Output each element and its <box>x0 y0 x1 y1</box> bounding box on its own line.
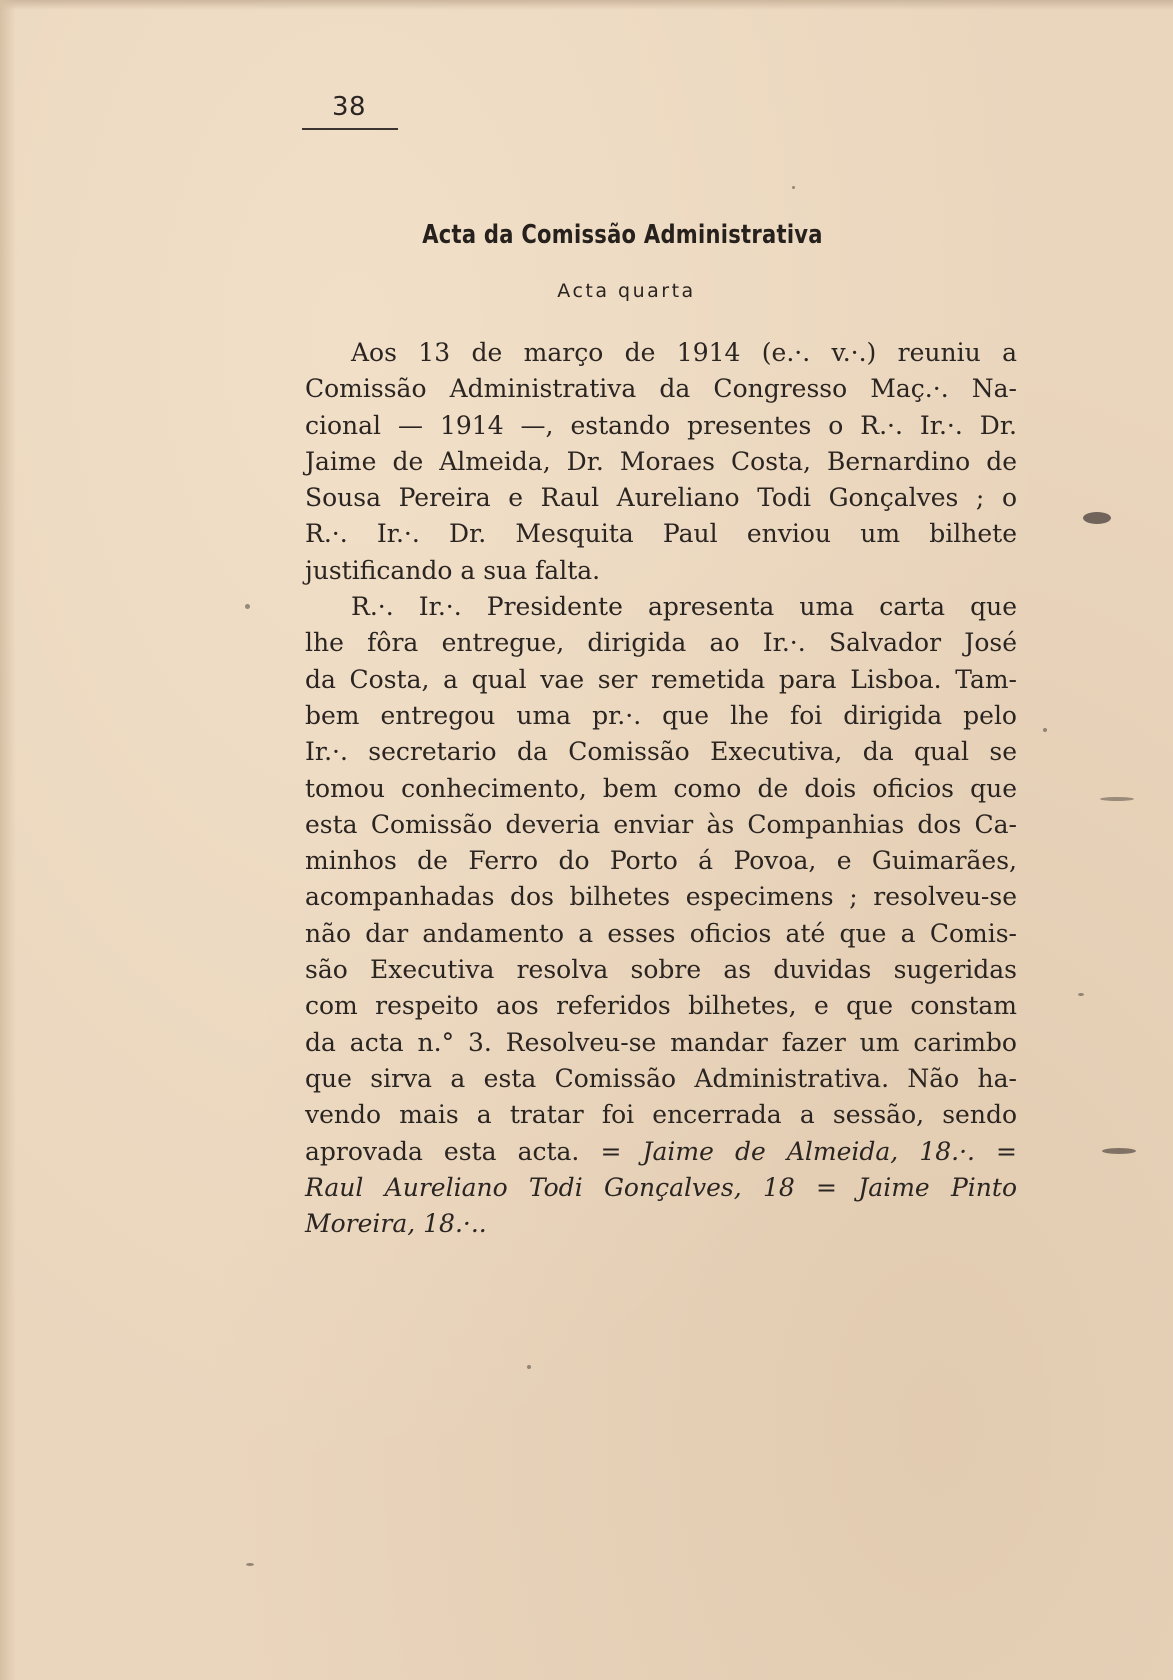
body-line: Aos 13 de março de 1914 (e.·. v.·.) reuniu a <box>351 338 1017 367</box>
body-line: justificando a sua falta. <box>305 555 601 585</box>
body-line: bem entregou uma pr.·. que lhe foi dirigida pelo <box>305 700 1017 730</box>
document-subtitle: Acta quarta <box>557 280 696 302</box>
page-top-edge <box>0 0 1173 10</box>
paper-speck <box>1043 728 1047 732</box>
paper-speck <box>1102 1148 1136 1154</box>
body-line: lhe fôra entregue, dirigida ao Ir.·. Salvador José <box>305 628 1017 658</box>
paper-speck <box>246 1563 254 1566</box>
page-left-edge <box>0 0 16 1680</box>
paper-speck <box>1083 512 1111 524</box>
body-line: não dar andamento a esses oficios até que a Comis- <box>305 918 1017 948</box>
body-line: Ir.·. secretario da Comissão Executiva, da qual se <box>305 737 1017 767</box>
document-title: Acta da Comissão Administrativa <box>422 220 823 250</box>
paper-speck <box>1078 993 1084 996</box>
minutes-body <box>305 335 1017 1242</box>
body-line: vendo mais a tratar foi encerrada a sessão, sendo <box>305 1100 1017 1130</box>
closing-line <box>305 1134 1017 1170</box>
body-line: Comissão Administrativa da Congresso Maç.·. Na- <box>305 374 1017 404</box>
body-line: são Executiva resolva sobre as duvidas sugeridas <box>305 955 1017 985</box>
signature-jaime-de-almeida: Jaime de Almeida, 18.·. = <box>642 1136 1017 1166</box>
signature-line: Raul Aureliano Todi Gonçalves, 18 = Jaime Pinto <box>305 1172 1017 1202</box>
body-line: R.·. Ir.·. Presidente apresenta uma carta que <box>351 592 1017 622</box>
page-number: 38 <box>332 92 367 122</box>
page-number-rule <box>302 128 398 130</box>
paper-speck <box>1100 797 1134 801</box>
paper-speck <box>245 604 250 609</box>
paper-speck <box>527 1365 531 1369</box>
body-line: esta Comissão deveria enviar às Companhias dos Ca- <box>305 809 1017 839</box>
signature-line: Moreira, 18.·.. <box>305 1209 487 1239</box>
body-line: da Costa, a qual vae ser remetida para Lisboa. Tam- <box>305 664 1017 694</box>
body-line: Jaime de Almeida, Dr. Moraes Costa, Bernardino de <box>305 446 1017 476</box>
closing-text: aprovada esta acta. = <box>305 1136 643 1166</box>
body-line: acompanhadas dos bilhetes especimens ; resolveu-se <box>305 882 1017 912</box>
body-line: que sirva a esta Comissão Administrativa. Não ha- <box>305 1063 1017 1093</box>
paper-speck <box>792 186 795 189</box>
body-line: tomou conhecimento, bem como de dois oficios que <box>305 773 1017 803</box>
body-line: cional — 1914 —, estando presentes o R.·. Ir.·. Dr. <box>305 410 1017 440</box>
body-line: Sousa Pereira e Raul Aureliano Todi Gonçalves ; o <box>305 483 1017 513</box>
body-line: da acta n.° 3. Resolveu-se mandar fazer um carimbo <box>305 1027 1017 1057</box>
body-line: com respeito aos referidos bilhetes, e que constam <box>305 991 1017 1021</box>
body-line: minhos de Ferro do Porto á Povoa, e Guimarães, <box>305 846 1017 876</box>
body-line: R.·. Ir.·. Dr. Mesquita Paul enviou um bilhete <box>305 519 1017 549</box>
